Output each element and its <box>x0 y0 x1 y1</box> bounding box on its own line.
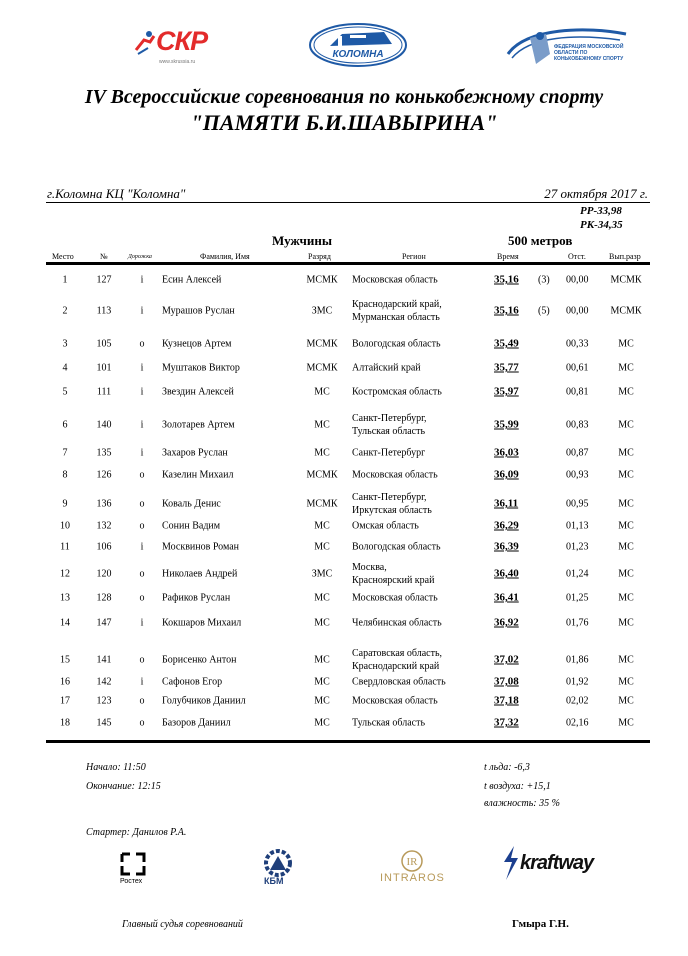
group-label: Мужчины <box>272 233 332 248</box>
cell-name: Кузнецов Артем <box>162 338 232 350</box>
region-line: Костромская область <box>352 386 442 398</box>
cell-time: 36,29 <box>494 519 519 532</box>
cell-num: 141 <box>96 654 112 666</box>
cell-diff: 00,00 <box>566 305 589 317</box>
table-bottom-rule <box>46 740 650 743</box>
cell-num: 128 <box>96 592 112 604</box>
region-line: Московская область <box>352 695 438 707</box>
cell-lane: o <box>139 338 145 350</box>
region-line: Свердловская область <box>352 676 446 688</box>
cell-time: 36,11 <box>494 497 519 510</box>
cell-num: 120 <box>96 568 112 580</box>
cell-diff: 00,61 <box>566 362 589 374</box>
cell-completed: МС <box>618 338 634 350</box>
cell-place: 12 <box>60 568 70 580</box>
kolomna-arena-icon <box>308 22 408 68</box>
cell-diff: 00,81 <box>566 386 589 398</box>
table-row <box>46 381 650 403</box>
cell-time: 36,41 <box>494 591 519 604</box>
cell-diff: 01,92 <box>566 676 589 688</box>
cell-place: 4 <box>62 362 68 374</box>
cell-num: 140 <box>96 419 112 431</box>
table-row <box>46 443 650 463</box>
table-row <box>46 408 650 442</box>
kbm-gear-icon <box>256 848 300 878</box>
cell-lane: i <box>140 274 144 286</box>
cell-completed: МСМК <box>610 274 642 286</box>
kbm-logo: КБМ <box>256 848 300 883</box>
cell-name: Золотарев Артем <box>162 419 235 431</box>
cell-diff: 01,86 <box>566 654 589 666</box>
cell-place: 5 <box>62 386 68 398</box>
col-num: № <box>100 252 108 261</box>
cell-name: Борисенко Антон <box>162 654 237 666</box>
cell-region <box>352 520 419 533</box>
cell-num: 145 <box>96 717 112 729</box>
cell-region <box>352 695 438 708</box>
cell-rank: МС <box>314 617 330 629</box>
skr-logo: СКР www.skrussia.ru <box>134 26 229 66</box>
event-subtitle: "ПАМЯТИ Б.И.ШАВЫРИНА" <box>190 110 498 135</box>
cell-name: Кокшаров Михаил <box>162 617 242 629</box>
cell-rank: ЗМС <box>311 568 333 580</box>
venue: г.Коломна КЦ "Коломна" <box>47 186 186 201</box>
cell-region <box>352 469 438 482</box>
cell-lane: i <box>140 617 144 629</box>
cell-time: 35,97 <box>494 385 519 398</box>
cell-name: Москвинов Роман <box>162 541 240 553</box>
col-lane: Дорожка <box>128 254 152 260</box>
cell-place: 14 <box>60 617 70 629</box>
table-row <box>46 333 650 355</box>
region-line: Московская область <box>352 592 438 604</box>
cell-rank: МС <box>314 676 330 688</box>
cell-time: 37,02 <box>494 653 519 666</box>
cell-completed: МС <box>618 362 634 374</box>
cell-name: Муштаков Виктор <box>162 362 240 374</box>
cell-completed: МС <box>618 419 634 431</box>
region-line: Краснодарский край <box>352 661 440 672</box>
distance-label: 500 метров <box>508 233 573 248</box>
cell-place: 1 <box>62 274 68 286</box>
table-row <box>46 558 650 590</box>
region-line: Вологодская область <box>352 541 441 553</box>
cell-name: Рафиков Руслан <box>162 592 231 604</box>
event-date: 27 октября 2017 г. <box>544 186 648 201</box>
cell-rank: МС <box>314 520 330 532</box>
skater-icon <box>134 30 156 56</box>
cell-time: 36,09 <box>494 468 519 481</box>
cell-completed: МС <box>618 695 634 707</box>
cell-region <box>352 298 442 324</box>
table-row <box>46 268 650 292</box>
cell-name: Николаев Андрей <box>162 568 238 580</box>
cell-lane: i <box>140 386 144 398</box>
cell-place: 6 <box>62 419 68 431</box>
region-line: Челябинская область <box>352 617 442 629</box>
cell-lane: o <box>139 695 145 707</box>
cell-place: 7 <box>62 447 68 459</box>
cell-completed: МС <box>618 520 634 532</box>
col-diff: Отст. <box>568 252 586 261</box>
rostec-icon <box>120 852 146 876</box>
cell-name: Сафонов Егор <box>162 676 223 688</box>
sponsor-logos <box>0 846 688 888</box>
col-place: Место <box>52 252 74 261</box>
cell-place: 17 <box>60 695 70 707</box>
cell-lane: o <box>139 654 145 666</box>
cell-name: Сонин Вадим <box>162 520 221 532</box>
cell-completed: МС <box>618 386 634 398</box>
cell-time: 36,39 <box>494 540 519 553</box>
cell-time: 37,08 <box>494 675 519 688</box>
cell-diff: 00,33 <box>566 338 589 350</box>
cell-completed: МС <box>618 447 634 459</box>
table-row <box>46 713 650 733</box>
cell-num: 113 <box>96 305 112 317</box>
cell-place: 15 <box>60 654 70 666</box>
cell-diff: 00,83 <box>566 419 589 431</box>
cell-rank: МСМК <box>306 274 338 286</box>
region-line: Санкт-Петербург <box>352 447 426 459</box>
cell-place: 13 <box>60 592 70 604</box>
cell-diff: 00,93 <box>566 469 589 481</box>
cell-diff: 02,16 <box>566 717 589 729</box>
cell-completed: МС <box>618 498 634 510</box>
cell-lane: i <box>140 676 144 688</box>
cell-tie: (5) <box>538 305 550 317</box>
cell-region <box>352 717 425 730</box>
cell-diff: 01,23 <box>566 541 589 553</box>
cell-lane: o <box>139 568 145 580</box>
region-line: Иркутская область <box>352 505 432 516</box>
cell-place: 18 <box>60 717 70 729</box>
cell-rank: МСМК <box>306 469 338 481</box>
table-row <box>46 517 650 535</box>
table-row <box>46 487 650 521</box>
table-top-rule <box>46 262 650 265</box>
cell-lane: o <box>139 717 145 729</box>
region-line: Краснодарский край, <box>352 299 442 310</box>
intraros-emblem-icon <box>378 850 446 872</box>
cell-region <box>352 647 442 673</box>
cell-lane: i <box>140 541 144 553</box>
cell-place: 3 <box>62 338 68 350</box>
table-row <box>46 294 650 328</box>
humidity: влажность: 35 % <box>484 798 560 809</box>
col-rank: Разряд <box>308 252 331 261</box>
cell-time: 37,32 <box>494 716 519 729</box>
cell-region <box>352 274 438 287</box>
cell-num: 147 <box>96 617 112 629</box>
cell-completed: МС <box>618 617 634 629</box>
table-row <box>46 357 650 379</box>
end-time: Окончание: 12:15 <box>86 781 161 792</box>
svg-text:IR: IR <box>406 856 418 868</box>
cell-completed: МС <box>618 676 634 688</box>
cell-time: 35,49 <box>494 337 519 350</box>
cell-rank: МС <box>314 447 330 459</box>
cell-region <box>352 412 427 438</box>
cell-completed: МС <box>618 541 634 553</box>
kolomna-logo: КОЛОМНА <box>308 22 408 68</box>
region-line: Москва, <box>352 562 387 573</box>
region-line: Тульская область <box>352 717 426 729</box>
cell-rank: МС <box>314 419 330 431</box>
cell-num: 101 <box>96 362 112 374</box>
cell-diff: 01,24 <box>566 568 589 580</box>
cell-place: 2 <box>62 305 68 317</box>
cell-num: 132 <box>96 520 112 532</box>
region-line: Московская область <box>352 274 438 286</box>
ice-temperature: t льда: -6,3 <box>484 762 530 773</box>
cell-name: Захаров Руслан <box>162 447 228 459</box>
cell-lane: o <box>139 498 145 510</box>
region-line: Санкт-Петербург, <box>352 492 427 503</box>
cell-region <box>352 447 425 460</box>
cell-diff: 00,95 <box>566 498 589 510</box>
cell-time: 35,99 <box>494 418 519 431</box>
cell-diff: 01,13 <box>566 520 589 532</box>
cell-lane: i <box>140 419 144 431</box>
intraros-logo: IR INTRAROS <box>378 850 446 877</box>
cell-rank: МС <box>314 592 330 604</box>
cell-region <box>352 491 432 517</box>
col-region: Регион <box>402 252 426 261</box>
cell-rank: МС <box>314 717 330 729</box>
record-russia: РР-33,98 <box>580 205 622 217</box>
cell-time: 36,92 <box>494 616 519 629</box>
cell-diff: 02,02 <box>566 695 589 707</box>
cell-region <box>352 541 441 554</box>
cell-num: 105 <box>96 338 112 350</box>
col-completed: Вып.разр <box>609 252 641 261</box>
cell-time: 35,77 <box>494 361 519 374</box>
region-line: Санкт-Петербург, <box>352 413 427 424</box>
cell-lane: i <box>140 305 144 317</box>
cell-name: Коваль Денис <box>162 498 221 510</box>
rostec-logo: Ростех <box>120 852 146 881</box>
region-line: Саратовская область, <box>352 648 443 659</box>
cell-diff: 01,25 <box>566 592 589 604</box>
cell-time: 36,03 <box>494 446 519 459</box>
record-track: РК-34,35 <box>580 219 623 231</box>
kraftway-mark-icon <box>502 846 520 880</box>
cell-place: 8 <box>62 469 68 481</box>
cell-name: Есин Алексей <box>162 274 222 286</box>
col-time: Время <box>497 252 519 261</box>
cell-region <box>352 362 421 375</box>
cell-place: 16 <box>60 676 70 688</box>
region-line: Мурманская область <box>352 312 440 323</box>
cell-num: 123 <box>96 695 112 707</box>
region-line: Тульская область <box>352 426 426 437</box>
table-row <box>46 611 650 635</box>
cell-rank: МС <box>314 541 330 553</box>
table-row <box>46 588 650 608</box>
cell-rank: МСМК <box>306 338 338 350</box>
cell-region <box>352 676 446 689</box>
cell-completed: МС <box>618 654 634 666</box>
col-name: Фамилия, Имя <box>200 252 250 261</box>
cell-lane: o <box>139 469 145 481</box>
cell-rank: МС <box>314 386 330 398</box>
cell-diff: 00,00 <box>566 274 589 286</box>
air-temperature: t воздуха: +15,1 <box>484 781 551 792</box>
cell-place: 11 <box>60 541 70 553</box>
cell-num: 111 <box>96 386 112 398</box>
cell-name: Голубчиков Даниил <box>162 695 246 707</box>
cell-num: 135 <box>96 447 112 459</box>
region-line: Красноярский край <box>352 575 435 586</box>
table-row <box>46 465 650 485</box>
table-row <box>46 537 650 557</box>
kraftway-logo: kraftway <box>502 846 520 885</box>
starter: Стартер: Данилов Р.А. <box>86 827 187 838</box>
cell-completed: МСМК <box>610 305 642 317</box>
chief-judge-label: Главный судья соревнований <box>122 919 243 930</box>
cell-num: 126 <box>96 469 112 481</box>
federation-logo: ФЕДЕРАЦИЯ МОСКОВСКОЙ ОБЛАСТИ ПО КОНЬКОБЕЖНОМУ СПОРТУ <box>506 24 628 68</box>
cell-num: 106 <box>96 541 112 553</box>
cell-rank: МСМК <box>306 498 338 510</box>
cell-lane: i <box>140 362 144 374</box>
cell-completed: МС <box>618 568 634 580</box>
table-row <box>46 692 650 710</box>
cell-rank: ЗМС <box>311 305 333 317</box>
header-logos <box>0 22 688 70</box>
start-time: Начало: 11:50 <box>86 762 146 773</box>
cell-completed: МС <box>618 592 634 604</box>
cell-completed: МС <box>618 469 634 481</box>
cell-completed: МС <box>618 717 634 729</box>
cell-region <box>352 592 438 605</box>
region-line: Вологодская область <box>352 338 441 350</box>
cell-lane: i <box>140 447 144 459</box>
cell-name: Звездин Алексей <box>162 386 234 398</box>
cell-time: 36,40 <box>494 567 519 580</box>
region-line: Алтайский край <box>352 362 421 374</box>
cell-time: 35,16 <box>494 273 519 286</box>
cell-region <box>352 561 434 587</box>
cell-region <box>352 386 442 399</box>
cell-num: 142 <box>96 676 112 688</box>
event-title: IV Всероссийские соревнования по конькобежному спорту <box>84 86 604 108</box>
chief-judge-name: Гмыра Г.Н. <box>512 918 569 930</box>
cell-rank: МС <box>314 654 330 666</box>
cell-diff: 00,87 <box>566 447 589 459</box>
cell-name: Мурашов Руслан <box>162 305 235 317</box>
cell-lane: o <box>139 520 145 532</box>
cell-lane: o <box>139 592 145 604</box>
cell-num: 136 <box>96 498 112 510</box>
region-line: Омская область <box>352 520 419 532</box>
cell-diff: 01,76 <box>566 617 589 629</box>
cell-time: 35,16 <box>494 304 519 317</box>
cell-region <box>352 617 442 630</box>
cell-rank: МС <box>314 695 330 707</box>
cell-place: 9 <box>62 498 68 510</box>
cell-time: 37,18 <box>494 694 519 707</box>
cell-place: 10 <box>60 520 70 532</box>
divider <box>46 202 650 203</box>
cell-tie: (3) <box>538 274 550 286</box>
cell-rank: МСМК <box>306 362 338 374</box>
cell-num: 127 <box>96 274 112 286</box>
region-line: Московская область <box>352 469 438 481</box>
table-row <box>46 673 650 691</box>
cell-region <box>352 338 441 351</box>
cell-name: Базоров Даниил <box>162 717 231 729</box>
cell-name: Казелин Михаил <box>162 469 234 481</box>
